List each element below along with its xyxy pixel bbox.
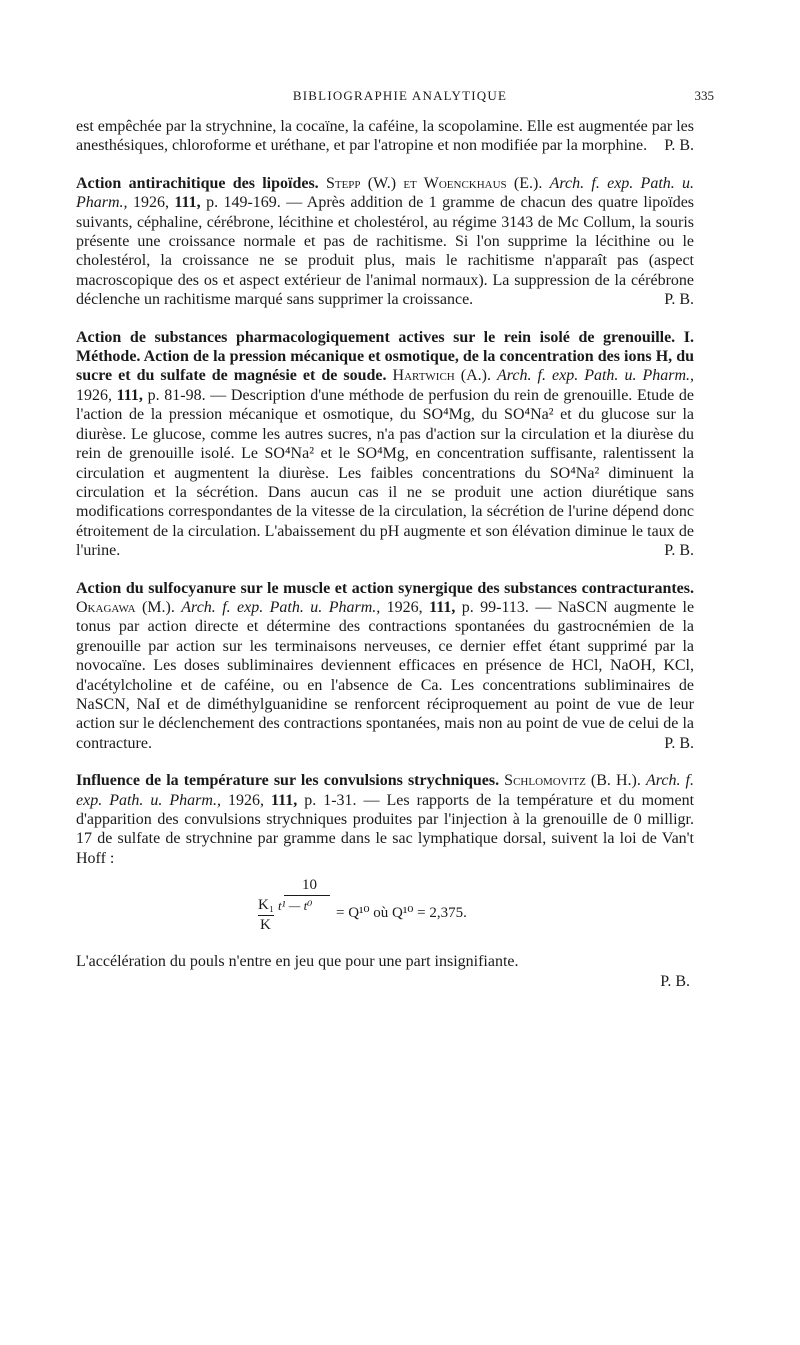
article-authors: Schlomovitz (B. H.). (504, 772, 641, 790)
formula-equality: = Q¹⁰ où Q¹⁰ = 2,375. (336, 905, 467, 922)
article-volume: 111, (174, 194, 201, 212)
article-volume: 111, (116, 386, 143, 404)
article-signature: P. B. (664, 734, 694, 752)
article-journal: Arch. f. exp. Path. u. Pharm., (76, 174, 695, 212)
article-title: Action antirachitique des lipoïdes. (76, 174, 319, 192)
article-year: 1926, (227, 791, 264, 809)
article-signature: P. B. (664, 542, 694, 560)
article-pages: p. 149-169. (206, 194, 281, 212)
page-number: 335 (694, 88, 714, 103)
article-entry (76, 174, 694, 310)
article-journal: Arch. f. exp. Path. u. Pharm., (497, 367, 695, 385)
article-year: 1926, (386, 598, 423, 616)
formula-base-numerator: K₁ (258, 897, 275, 914)
article-pages: p. 1-31. (304, 791, 357, 809)
article-title: Action du sulfocyanure sur le muscle et action synergique des substances contracturantes. (76, 579, 694, 597)
article-title: Influence de la température sur les convulsions strychniques. (76, 772, 500, 790)
page-body (76, 117, 694, 991)
article-journal: Arch. f. exp. Path. u. Pharm., (181, 598, 381, 616)
article-year: 1926, (76, 386, 112, 404)
article-closing: L'accélération du pouls n'entre en jeu que pour une part insignifiante. (76, 953, 519, 971)
article-year: 1926, (132, 194, 169, 212)
article-entry (76, 579, 694, 754)
article-body: — Après addition de 1 gramme de chacun des quatre lipoïdes suivants, céphaline, cérébrone, lécithine et cholestérol, au régime 3143 de Mc Collum, la souris présente une croissance normale et pas de rachitisme. Si l'on supprime la lécithine ou le cholestérol, la croissance ne se produit plus, mais le rachitisme n'apparaît pas (aspect macroscopique des os et aspect extérieur de l'animal normaux). La suppression de la cérébrone déclenche un rachitisme marqué sans supprimer la croissance. (76, 194, 695, 309)
article-volume: 111, (429, 598, 456, 616)
article-entry (76, 328, 694, 561)
article-authors: Hartwich (A.). (392, 367, 491, 385)
intro-paragraph (76, 117, 694, 156)
article-pages: p. 81-98. (147, 386, 206, 404)
article-body: — NaSCN augmente le tonus par action directe et détermine des contractions spontanées du gastrocnémien de la grenouille par action sur les terminaisons nerveuses, ce dernier effet étant supprimé par la novocaïne. Les doses subliminaires deviennent efficaces en présence de HCl, NaOH, KCl, d'acétylcholine et de caféine, ou en l'absence de Ca. Les concentrations subliminaires de NaSCN, NaI et de diméthylguanidine se renforcent réciproquement au point de vue de leur action sur le déclenchement des contractions spontanées, mais non au point de vue de celui de la contracture. (76, 598, 695, 752)
page-header (0, 88, 800, 112)
article-authors: Okagawa (M.). (76, 598, 175, 616)
article-authors: Stepp (W.) et Woenckhaus (E.). (325, 174, 543, 192)
article-signature: P. B. (660, 972, 690, 990)
article-signature: P. B. (664, 291, 694, 309)
article-title: Action de substances pharmacologiquement actives sur le rein isolé de grenouille. I. Méthode. Action de la pression mécanique et osmotique, de la concentration des ions H, du sucre et du sulfate de magnésie et de soude. (76, 328, 694, 385)
intro-signature: P. B. (664, 137, 694, 155)
article-journal: Arch. f. exp. Path. u. Pharm., (76, 772, 694, 809)
formula-base-denominator: K (260, 917, 271, 934)
article-entry (76, 771, 694, 868)
article-volume: 111, (270, 791, 298, 809)
running-title: BIBLIOGRAPHIE ANALYTIQUE (292, 88, 508, 103)
formula-exponent-numerator: 10 (302, 877, 317, 894)
intro-text: est empêchée par la strychnine, la cocaïne, la caféine, la scopolamine. Elle est augmentée par les anesthésiques, chloroforme et uréthane, et par l'atropine et non modifiée par la morphine. (76, 118, 694, 155)
vant-hoff-formula (258, 876, 694, 938)
formula-exponent-denominator: t¹ — t⁰ (278, 898, 313, 914)
article-pages: p. 99-113. (461, 598, 529, 616)
article-body: — Les rapports de la température et du moment d'apparition des convulsions strychniques produites par l'injection à la grenouille de 0 milligr. 17 de sulfate de strychnine par gramme dans le sac lymphatique dorsal, suivent la loi de Van't Hoff : (76, 791, 695, 867)
article-body: — Description d'une méthode de perfusion du rein de grenouille. Etude de l'action de la pression mécanique et osmotique, du SO⁴Mg, du SO⁴Na² et du glucose sur la diurèse. Le glucose, comme les autres sucres, n'a pas d'action sur la circulation et la diurèse du rein de grenouille isolé. Le SO⁴Na² et le SO⁴Mg, en concentration suffisante, ralentissent la circulation et augmentent la diurèse. Les faibles concentrations du SO⁴Na² diminuent la circulation et la sécrétion. Dans aucun cas il ne se produit une action diurétique sans modifications correspondantes de la vitesse de la circulation, la sécrétion de l'urine dépend donc étroitement de la circulation. L'abaissement du pH augmente et son élévation diminue le taux de l'urine. (76, 386, 695, 560)
